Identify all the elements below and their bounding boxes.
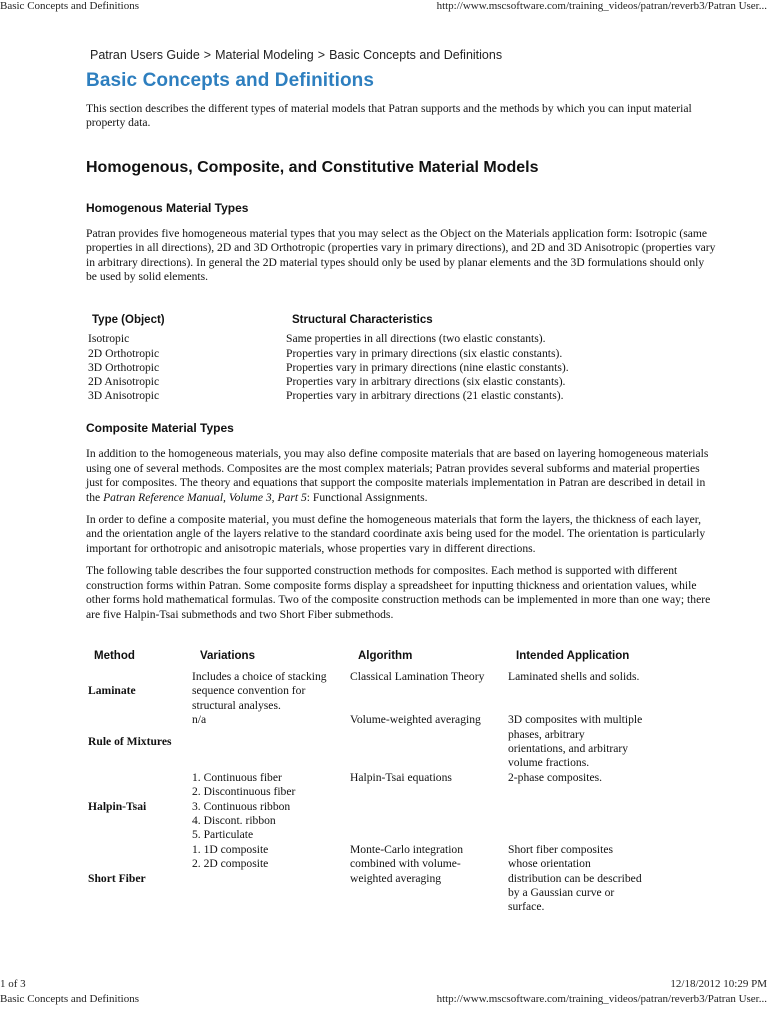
cell-line: 2. 2D composite xyxy=(192,857,269,871)
section-title: Homogenous, Composite, and Constitutive Material Models xyxy=(86,158,539,176)
page-title: Basic Concepts and Definitions xyxy=(86,70,375,91)
document-body xyxy=(86,48,716,915)
cell-line: 3D composites with multiple xyxy=(508,713,643,727)
cell-line: 1. Continuous fiber xyxy=(192,770,282,784)
cell-line: 1. 1D composite xyxy=(192,842,269,856)
material-types-table xyxy=(86,314,686,403)
method-cell: Halpin-Tsai xyxy=(88,799,147,813)
page-count: 1 of 3 xyxy=(0,978,26,990)
cell-line: 4. Discont. ribbon xyxy=(192,813,276,827)
application-cell xyxy=(508,771,686,843)
print-header xyxy=(0,0,768,14)
breadcrumb-current: Basic Concepts and Definitions xyxy=(329,48,503,62)
cell-line: sequence convention for xyxy=(192,684,306,698)
breadcrumb-separator: > xyxy=(203,48,212,62)
print-footer xyxy=(0,978,768,992)
types-header-characteristics: Structural Characteristics xyxy=(292,314,433,327)
type-cell: 3D Anisotropic xyxy=(88,389,160,403)
composite-paragraph-3: The following table describes the four supported construction methods for composites. Each method is supported with different construction forms within Patran. Some composite forms display a spreadsheet for inputting thickness and orientation values, while other forms hold mathematical formulas. Two of the composite construction methods can be implemented in more than one way; there are five Halpin-Tsai submethods and two Short Fiber submethods. xyxy=(86,564,711,621)
cell-line: combined with volume- xyxy=(350,857,461,871)
reference-manual-citation: Patran Reference Manual, Volume 3, Part 5 xyxy=(103,490,307,504)
cell-line: 2. Discontinuous fiber xyxy=(192,785,296,799)
algorithm-cell xyxy=(350,670,508,713)
methods-header-method: Method xyxy=(94,649,135,662)
table-row xyxy=(86,347,686,361)
cell-line: phases, arbitrary xyxy=(508,727,585,741)
method-cell: Short Fiber xyxy=(88,871,146,885)
breadcrumb-separator: > xyxy=(317,48,326,62)
composite-heading: Composite Material Types xyxy=(86,421,234,436)
cell-line: Classical Lamination Theory xyxy=(350,669,485,683)
algorithm-cell xyxy=(350,843,508,915)
cell-line: volume fractions. xyxy=(508,756,590,770)
variations-cell xyxy=(192,670,350,713)
cell-line: Monte-Carlo integration xyxy=(350,842,464,856)
homogenous-paragraph: Patran provides five homogeneous material types that you may select as the Object on the Materials application form: Isotropic (same properties in all directions), 2D and 3D Orthotropic (properties vary in primary directions), and 2D and 3D Anisotropic (properties vary in arbitrary directions). In general the 2D material types should only be used by planar elements and the 3D formulations should only be used by solid elements. xyxy=(86,226,716,284)
characteristics-cell: Properties vary in arbitrary directions (21 elastic constants). xyxy=(286,389,564,403)
table-row xyxy=(86,375,686,389)
characteristics-cell: Properties vary in arbitrary directions (six elastic constants). xyxy=(286,375,566,389)
breadcrumb xyxy=(90,48,716,64)
cell-line: orientations, and arbitrary xyxy=(508,741,629,755)
methods-header-application: Intended Application xyxy=(516,649,630,662)
application-cell xyxy=(508,713,686,771)
cell-line: 2-phase composites. xyxy=(508,770,603,784)
breadcrumb-link-material-modeling[interactable]: Material Modeling xyxy=(215,48,314,62)
cell-line: Halpin-Tsai equations xyxy=(350,770,452,784)
variations-cell xyxy=(192,713,350,771)
cell-line: weighted averaging xyxy=(350,871,442,885)
application-cell xyxy=(508,843,686,915)
cell-line: 5. Particulate xyxy=(192,828,254,842)
table-row xyxy=(86,843,686,915)
methods-header-algorithm: Algorithm xyxy=(358,649,413,662)
methods-header-variations: Variations xyxy=(200,649,255,662)
homogenous-heading: Homogenous Material Types xyxy=(86,200,249,215)
table-row xyxy=(86,389,686,403)
method-cell: Laminate xyxy=(88,684,136,698)
print-datetime: 12/18/2012 10:29 PM xyxy=(670,978,767,990)
characteristics-cell: Properties vary in primary directions (six elastic constants). xyxy=(286,346,563,360)
table-row xyxy=(86,713,686,771)
characteristics-cell: Same properties in all directions (two elastic constants). xyxy=(286,332,546,346)
cell-line: distribution can be described xyxy=(508,871,642,885)
algorithm-cell xyxy=(350,713,508,771)
application-cell xyxy=(508,670,686,713)
composite-paragraph-1: In addition to the homogeneous materials, you may also define composite materials that are based on layering homogeneous materials using one of several methods. Composites are the most complex materials; Patran provides several subforms and material properties just for composites. The theory and equations that support the composite materials implementation in Patran are described in detail in the Patran Reference Manual, Volume 3, Part 5: Functional Assignments. xyxy=(86,447,709,504)
print-header-next xyxy=(0,993,768,1007)
variations-cell xyxy=(192,843,350,915)
cell-line: whose orientation xyxy=(508,857,591,871)
table-row xyxy=(86,771,686,843)
cell-line: Includes a choice of stacking xyxy=(192,669,327,683)
types-header-type: Type (Object) xyxy=(92,314,165,327)
table-row xyxy=(86,332,686,346)
cell-line: structural analyses. xyxy=(192,698,281,712)
composite-paragraph-2: In order to define a composite material, you must define the homogeneous materials that form the layers, the thickness of each layer, and the orientation angle of the layers relative to the standard coordinate axis being used for the model. The orientation is particularly important for orthotropic and anisotropic materials, whose properties vary in different directions. xyxy=(86,513,706,555)
cell-line: 3. Continuous ribbon xyxy=(192,799,291,813)
algorithm-cell xyxy=(350,771,508,843)
variations-cell xyxy=(192,771,350,843)
footer-url[interactable]: http://www.mscsoftware.com/training_videos/patran/reverb3/Patran User... xyxy=(436,993,767,1005)
footer-title: Basic Concepts and Definitions xyxy=(0,993,140,1005)
type-cell: 3D Orthotropic xyxy=(88,360,160,374)
header-title: Basic Concepts and Definitions xyxy=(0,0,140,12)
cell-line: by a Gaussian curve or xyxy=(508,886,615,900)
method-cell: Rule of Mixtures xyxy=(88,734,172,748)
composite-methods-table xyxy=(86,650,686,915)
cell-line: surface. xyxy=(508,900,545,914)
cell-line: Volume-weighted averaging xyxy=(350,713,481,727)
type-cell: 2D Anisotropic xyxy=(88,375,160,389)
intro-paragraph: This section describes the different types of material models that Patran supports and the methods by which you can input material property data. xyxy=(86,102,692,130)
table-row xyxy=(86,670,686,713)
type-cell: Isotropic xyxy=(88,332,130,346)
table-row xyxy=(86,361,686,375)
header-url[interactable]: http://www.mscsoftware.com/training_videos/patran/reverb3/Patran User... xyxy=(436,0,767,12)
breadcrumb-link-users-guide[interactable]: Patran Users Guide xyxy=(90,48,200,62)
cell-line: Short fiber composites xyxy=(508,842,613,856)
characteristics-cell: Properties vary in primary directions (nine elastic constants). xyxy=(286,360,569,374)
cell-line: n/a xyxy=(192,713,207,727)
cell-line: Laminated shells and solids. xyxy=(508,669,640,683)
type-cell: 2D Orthotropic xyxy=(88,346,160,360)
